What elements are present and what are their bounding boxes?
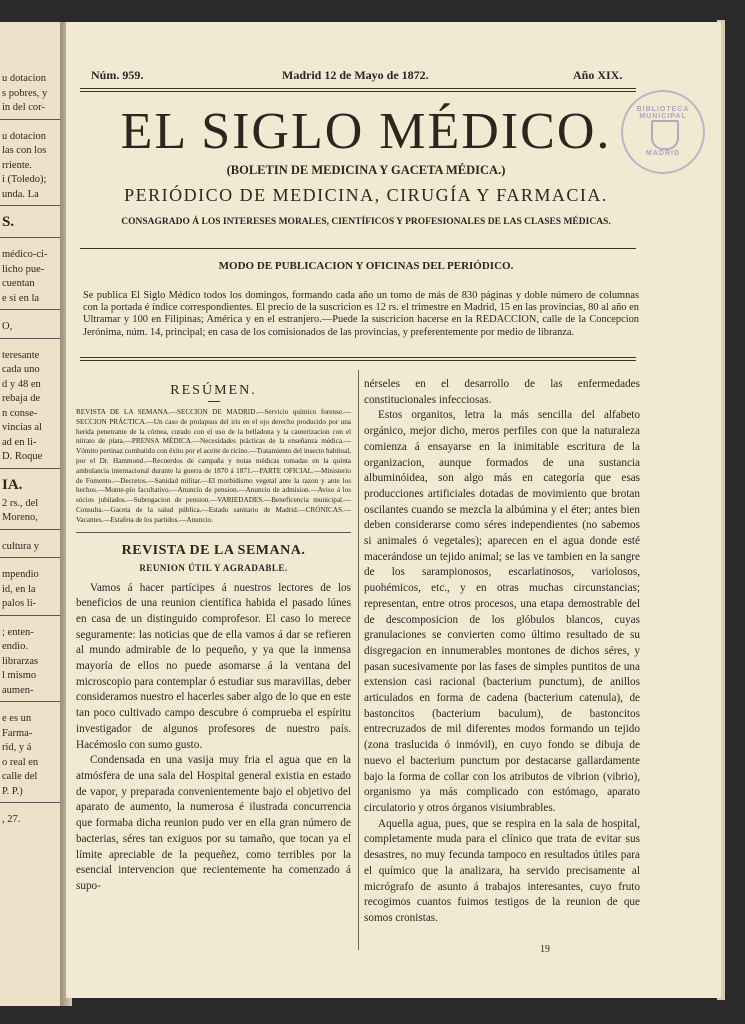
left-page-fragment: cultura y: [2, 540, 40, 552]
left-page-fragment: e es un: [2, 713, 32, 724]
left-page-fragment: cada uno: [2, 364, 40, 375]
left-page-fragment: cuentan: [2, 278, 35, 289]
left-column: [76, 377, 351, 895]
left-page-fragment: endio.: [2, 641, 28, 652]
left-page-fragment: in del cor-: [2, 102, 45, 113]
crest-icon: [651, 120, 679, 150]
page-number: 19: [540, 944, 550, 955]
left-page-fragment: ad en li-: [2, 436, 37, 448]
left-page-fragment: médico-ci-: [2, 249, 48, 260]
divider-1: [80, 248, 636, 249]
left-page-fragment: n conse-: [2, 407, 38, 419]
newspaper-tagline: PERIÓDICO DE MEDICINA, CIRUGÍA Y FARMACIA.: [124, 185, 608, 205]
divider-2: [80, 357, 636, 361]
left-page-fragment: u dotacion: [2, 73, 47, 84]
right-column: [364, 377, 640, 927]
left-page-rule: [0, 309, 66, 310]
left-page-rule: [0, 119, 66, 120]
left-page-rule: [0, 701, 66, 702]
issue-number: Núm. 959.: [91, 68, 144, 82]
left-page-rule: [0, 468, 66, 469]
newspaper-subtitle: (BOLETIN DE MEDICINA Y GACETA MÉDICA.): [226, 163, 506, 177]
resumen-text: REVISTA DE LA SEMANA.—SECCION DE MADRID.—Servicio químico forense.—SECCION PRÁCTICA.—Un caso de prolapsus del iris en el ojo derecho producido por una herida penetrante de la córnea, curado con el uso de la belladona y la cauterizacion con el nitrato de plata.—PRENSA MÉDICA.—Necesidades prácticas de la enseñanza médica.—Vómito pertinaz combatido con éxito por el aceite de ricino.—Tratamiento del insecto habitual, por el Dr. Hammond.—Recuerdos de campaña y notas médicas tomadas en la quinta ambulancia internacional durante la guerra de 1870 á 1871.—PARTE OFICIAL.—Ministerio de Fomento.—Decretos.—Sanidad militar.—El morbidismo vegetal ante la razon y ante los hechos.—Monte-pío facultativo.—Anuncio de pension.—Anuncio de admision.—Aviso á los sócios jubilados.—Subrogacion de pension.—VARIEDADES.—Beneficencia municipal.—Consulta.—Gaceta de la salud pública.—Estado sanitario de Madrid.—CRÓNICAS.—Vacantes.—Estafeta de los partidos.—Anuncio.: [76, 408, 351, 524]
resumen-title: RESÚMEN.: [170, 383, 257, 398]
left-page-fragment: licho pue-: [2, 263, 45, 275]
left-page-fragment: mpendio: [2, 569, 39, 580]
left-page-fragment: S.: [2, 214, 15, 230]
left-page-fragment: rebaja de: [2, 393, 41, 404]
revista-title: REVISTA DE LA SEMANA.: [121, 542, 306, 558]
left-page-fragment: aumen-: [2, 684, 34, 696]
left-page-fragment: IA.: [2, 476, 23, 493]
left-page-rule: [0, 615, 66, 616]
left-page-fragment: D. Roque: [2, 451, 43, 462]
left-page-rule: [0, 529, 66, 530]
left-page-fragment: unda. La: [2, 188, 39, 200]
publication-info-paragraph: Se publica El Siglo Médico todos los domingos, formando cada año un tomo de más de 830 páginas y doble número de columnas con la portada é índice correspondientes. El precio de la suscricion es 12 rs. el trimestre en Madrid, 15 en las provincias, 80 al año en Ultramar y 100 en Filipinas; América y en el estranjero.—Puede la suscricion hacerse en la REDACCION, calle de la Concepcion Jerónima, núm. 14, principal; en casa de los comisionados de las provincias, y preferentemente por medio de libranza.: [83, 290, 639, 338]
left-page-fragment: id, en la: [2, 583, 36, 595]
left-page-fragment: teresante: [2, 349, 40, 361]
left-page-fragment: u dotacion: [2, 130, 47, 142]
left-page-rule: [0, 338, 66, 339]
left-page-fragment: o real en: [2, 756, 39, 768]
stamp-bottom-text: MADRID: [646, 150, 680, 157]
left-page-fragment: rid, y á: [2, 742, 32, 753]
right-paragraph-1: nérseles en el desarrollo de las enfermedades constitucionales infecciosas.: [364, 378, 640, 406]
newspaper-dedication: CONSAGRADO Á LOS INTERESES MORALES, CIENTÍFICOS Y PROFESIONALES DE LAS CLASES MÉDICAS.: [121, 217, 611, 227]
newspaper-page: [66, 22, 721, 998]
resumen-dash: [208, 401, 220, 402]
left-page-fragment: e si en la: [2, 292, 40, 304]
left-page-fragment: palos li-: [2, 598, 37, 609]
revista-paragraph-2: Condensada en una vasija muy fria el agua que en la atmósfera de una sala del Hospital general existia en estado de vapor, y preparada convenientemente bajo el objetivo del aparato de aumento, la numerosa é ilustrada concurrencia que formaba dicha reunion pudo ver en ella gran número de bacterias, séres tan exiguos por su tamaño, que tocan ya el límite apreciable de la pequeñez, como terribles por la esencial intervencion que recientemente ha comenzado á supo-: [76, 754, 351, 892]
left-page-fragment: , 27.: [2, 814, 21, 825]
left-page-fragment: calle del: [2, 771, 38, 782]
right-paragraph-2: Estos organitos, letra la más sencilla del alfabeto orgánico, mejor dicho, meros perfiles con que la naturaleza comienza á ensayarse en la inimitable escritura de la organizacion, aunque formados de una sustancia albuminóidea, son algo más en categoría que esas producciones artificiales dotadas de movimiento que brotan oscilantes cuando se mezcla la albúmina y el éter; antes bien deben considerarse como séres independientes (no sabemos si animales ó vegetales); aparecen en el agua donde esté macerándose un tejido animal; se las ve tambien en la sangre de los sarampionosos, escarlatinosos, variolosos, puohémicos, etc., y en otras muchas circunstancias; representan, entre otros procesos, una etapa demostrable del de descomposicion de los glóbulos blancos, cuyas granulaciones se convierten como último resultado de su disgregacion en innumerables montones de dichos séres, y pasan sucesivamente por las fases de simples puntitos de una extension casi racional (bacterium punctum), de anillos articulados en forma de cadena (bacterium catenula), de bastoncitos (bacterium baculum), de bastoncitos entrecruzados de mil diferentes modos formando un tejido (zona traslucida ó inmóvil), en cuyo fondo se dibuja de nuevo el bacterium punctum por destacarse gallardamente bajo la forma de collar con los atributos de vibrion (vibrio), organismo ya más complicado con estómago, aparato circulatorio y otros órganos visiumbrables.: [364, 409, 640, 814]
stamp-top-text: BIBLIOTECA MUNICIPAL: [636, 106, 690, 120]
left-page-fragment: vincias al: [2, 422, 42, 433]
revista-subtitle: REUNION ÚTIL Y AGRADABLE.: [139, 562, 288, 573]
left-facing-page: [0, 22, 66, 1006]
left-page-rule: [0, 205, 66, 206]
left-page-fragment: s pobres, y: [2, 87, 48, 99]
left-page-rule: [0, 802, 66, 803]
left-page-fragment: rriente.: [2, 159, 33, 171]
left-page-fragment: l mismo: [2, 670, 37, 681]
left-page-fragment: Moreno,: [2, 512, 38, 523]
left-page-fragment: librarzas: [2, 655, 39, 667]
masthead-rule: [80, 88, 636, 92]
issue-year: Año XIX.: [573, 68, 623, 82]
left-page-fragment: las con los: [2, 145, 47, 156]
newspaper-title: EL SIGLO MÉDICO.: [120, 103, 612, 160]
left-page-fragment: d y 48 en: [2, 378, 41, 390]
left-page-fragment: i (Toledo);: [2, 174, 47, 185]
resumen-separator: [76, 532, 351, 533]
left-page-rule: [0, 557, 66, 558]
right-paragraph-3: Aquella agua, pues, que se respira en la sala de hospital, completamente muda para el clínico que trata de evitar sus desastres, no muy fecunda tampoco en resultados útiles para el químico que la analizara, ha servido precisamente al micrógrafo de asunto á trabajos interesantes, cuyo fruto recogimos cuantos fuimos testigos de la reunion de que somos cronistas.: [364, 817, 640, 924]
left-page-fragment: 2 rs., del: [2, 497, 39, 509]
left-page-fragment: Farma-: [2, 727, 33, 739]
issue-date: Madrid 12 de Mayo de 1872.: [282, 68, 429, 82]
column-divider: [358, 370, 359, 950]
left-page-fragment: O,: [2, 321, 13, 332]
left-page-fragment: P. P.): [2, 785, 23, 797]
publication-info-title: MODO DE PUBLICACION Y OFICINAS DEL PERIÓDICO.: [218, 260, 514, 272]
left-page-fragment: ; enten-: [2, 626, 34, 638]
left-page-rule: [0, 237, 66, 238]
library-stamp: [621, 90, 705, 174]
revista-paragraph-1: Vamos á hacer partícipes á nuestros lectores de los beneficios de una reunion científica habida el pasado lúnes en casa de un distinguido comprofesor. El caso lo merece seguramente: las noticias que de ella vamos á dar se refieren al mundo admirable de lo pequeño, y ya que la inmensa mayoría de ellos no puede asomarse á la ventana del microscopio para contemplar ó estudiar sus maravillas, deber consideramos nuestro el hacerles saber algo de lo que en este tan poco cultivado campo descubre ó comprueba el espíritu investigador de algunos profesores de nuestro país. Hacémoslo con sumo gusto.: [76, 581, 351, 751]
publication-info-text: [83, 290, 639, 339]
